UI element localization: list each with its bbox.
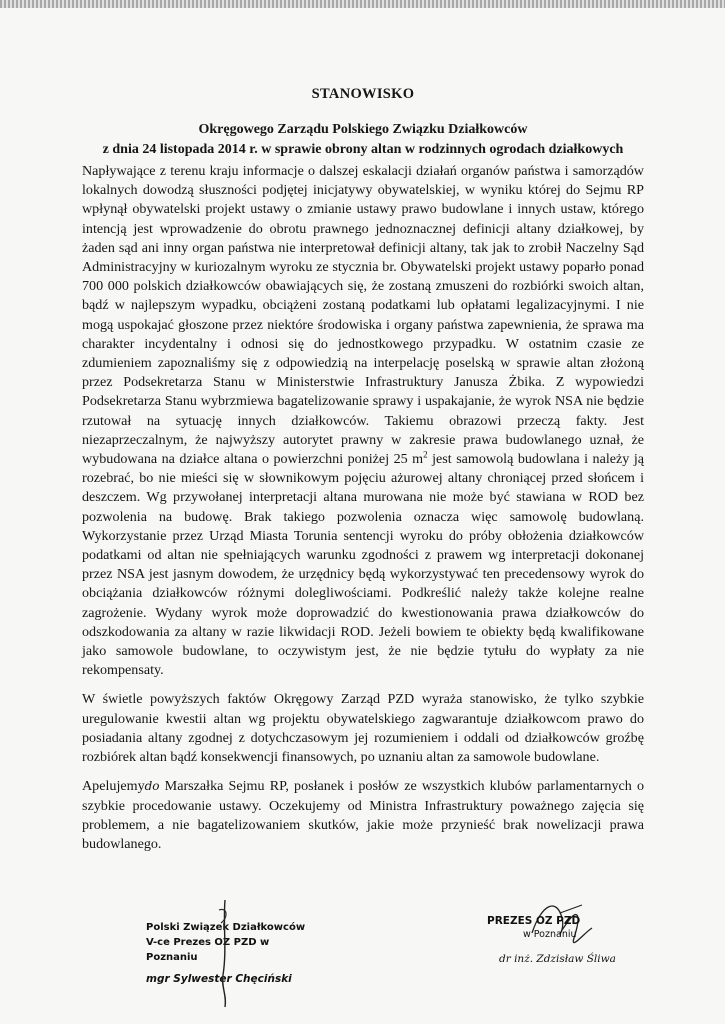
left-stamp-line-2: V-ce Prezes OZ PZD w Poznaniu — [146, 937, 270, 963]
handwritten-correction: do — [144, 779, 160, 794]
left-stamp-line-1: Polski Związek Działkowców — [146, 922, 306, 933]
signature-block-right — [487, 914, 647, 966]
document-body — [82, 162, 644, 864]
right-stamp-line-1: PREZES OZ PZD — [487, 915, 581, 927]
paragraph-1-text-b: jest samowolą budowlana i należy ją rozebrać, bo nie mieści się w słownikowym pojęciu ażurowej altany chroniącej przed słońcem i deszczem. Wg przywołanej interpretacji altana murowana nie może być stawiana w ROD bez pozwolenia na budowę. Brak takiego pozwolenia oznacza więc samowolę budowlaną. Wykorzystanie przez Urząd Miasta Torunia sentencji wyroku do próby obłożenia działkowców podatkami od altan nie spełniających warunku zgodności z prawem wg interpretacji dokonanej przez NSA jest jasnym dowodem, że urzędnicy będą wykorzystywać ten precedensowy wyrok do obciążania działkowców różnymi dolegliwościami. Podkreślić należy także kolejne realne zagrożenie. Wydany wyrok może doprowadzić do kwestionowania prawa działkowców do odszkodowania za altany w razie likwidacji ROD. Jeżeli bowiem te obiekty będą kwalifikowane jako samowole budowlane, to oczywistym jest, że nie będzie tytułu do wypłaty za nie rekompensaty. — [82, 451, 644, 679]
left-stamp-name: mgr Sylwester Chęciński — [146, 973, 292, 985]
paragraph-1 — [82, 162, 644, 680]
right-stamp-name: dr inż. Zdzisław Śliwa — [499, 953, 616, 965]
paragraph-3-text-b: Marszałka Sejmu RP, posłanek i posłów ze wszystkich klubów parlamentarnych o szybkie procedowanie ustawy. Oczekujemy od Ministra Infrastruktury poważnego zajęcia się problemem, a nie bagatelizowaniem skutków, jakie może przynieść brak nowelizacji prawa budowlanego. — [82, 778, 644, 852]
paragraph-2: W świetle powyższych faktów Okręgowy Zarząd PZD wyraża stanowisko, że tylko szybkie uregulowanie kwestii altan wg projektu obywatelskiego zagwarantuje działkowcom prawo do posiadania altany zgodnej z dotychczasowym jej rozumieniem i oddali od działkowców groźbę rozbiórek altan bądź konsekwencji finansowych, po uznaniu altan za samowole budowlane. — [82, 691, 644, 766]
subtitle-line-1: Okręgowego Zarządu Polskiego Związku Działkowców — [198, 122, 528, 137]
paragraph-3-text-a: Apelujemy — [82, 778, 145, 795]
superscript-2: 2 — [423, 449, 428, 460]
paragraph-3 — [82, 777, 644, 854]
document-title: STANOWISKO — [311, 86, 415, 102]
paragraph-1-text-a: Napływające z terenu kraju informacje o dalszej eskalacji działań organów państwa i samorządów lokalnych dowodzą słuszności podjętej inicjatywy obywatelskiej, w wyniku której do Sejmu RP wpłynął obywatelski projekt ustawy o zmianie ustawy prawo budowlane i innych ustaw, którego intencją jest wprowadzenie do obrotu prawnego jednoznacznej definicji altany działkowej, by żaden sąd ani inny organ państwa nie interpretował definicji altany, tak jak to zrobił Naczelny Sąd Administracyjny w kuriozalnym wyroku ze stycznia br. Obywatelski projekt ustawy poparło ponad 700 000 polskich działkowców obawiających się, że zostaną zmuszeni do rozbiórki swoich altan, bądź w najlepszym wypadku, obciążeni zostaną podatkami lub opłatami legalizacyjnymi. I nie mogą uspokajać głoszone przez niektóre środowiska i organy państwa zapewnienia, że sprawa ma charakter incydentalny i odnosi się do jednostkowego przypadku. W ostatnim czasie ze zdumieniem zapoznaliśmy się z odpowiedzią na interpelację poselską w sprawie altan złożoną przez Podsekretarza Stanu w Ministerstwie Infrastruktury Janusza Żbika. Z wypowiedzi Podsekretarza Stanu wybrzmiewa bagatelizowanie sprawy i uspakajanie, że wyrok NSA nie będzie rzutował na sytuację innych działkowców. Takiemu obrazowi przeczą fakty. Jest niezaprzeczalnym, że najwyższy autorytet prawny w zakresie prawa budowlanego uznał, że wybudowana na działce altana o powierzchni poniżej 25 m — [82, 163, 644, 468]
document-subtitle — [82, 120, 644, 160]
scan-edge — [0, 0, 725, 8]
subtitle-line-2: z dnia 24 listopada 2014 r. w sprawie obrony altan w rodzinnych ogrodach działkowych — [102, 142, 624, 157]
right-stamp-line-2: w Poznaniu — [523, 929, 577, 940]
left-handwritten-signature — [205, 895, 245, 1010]
